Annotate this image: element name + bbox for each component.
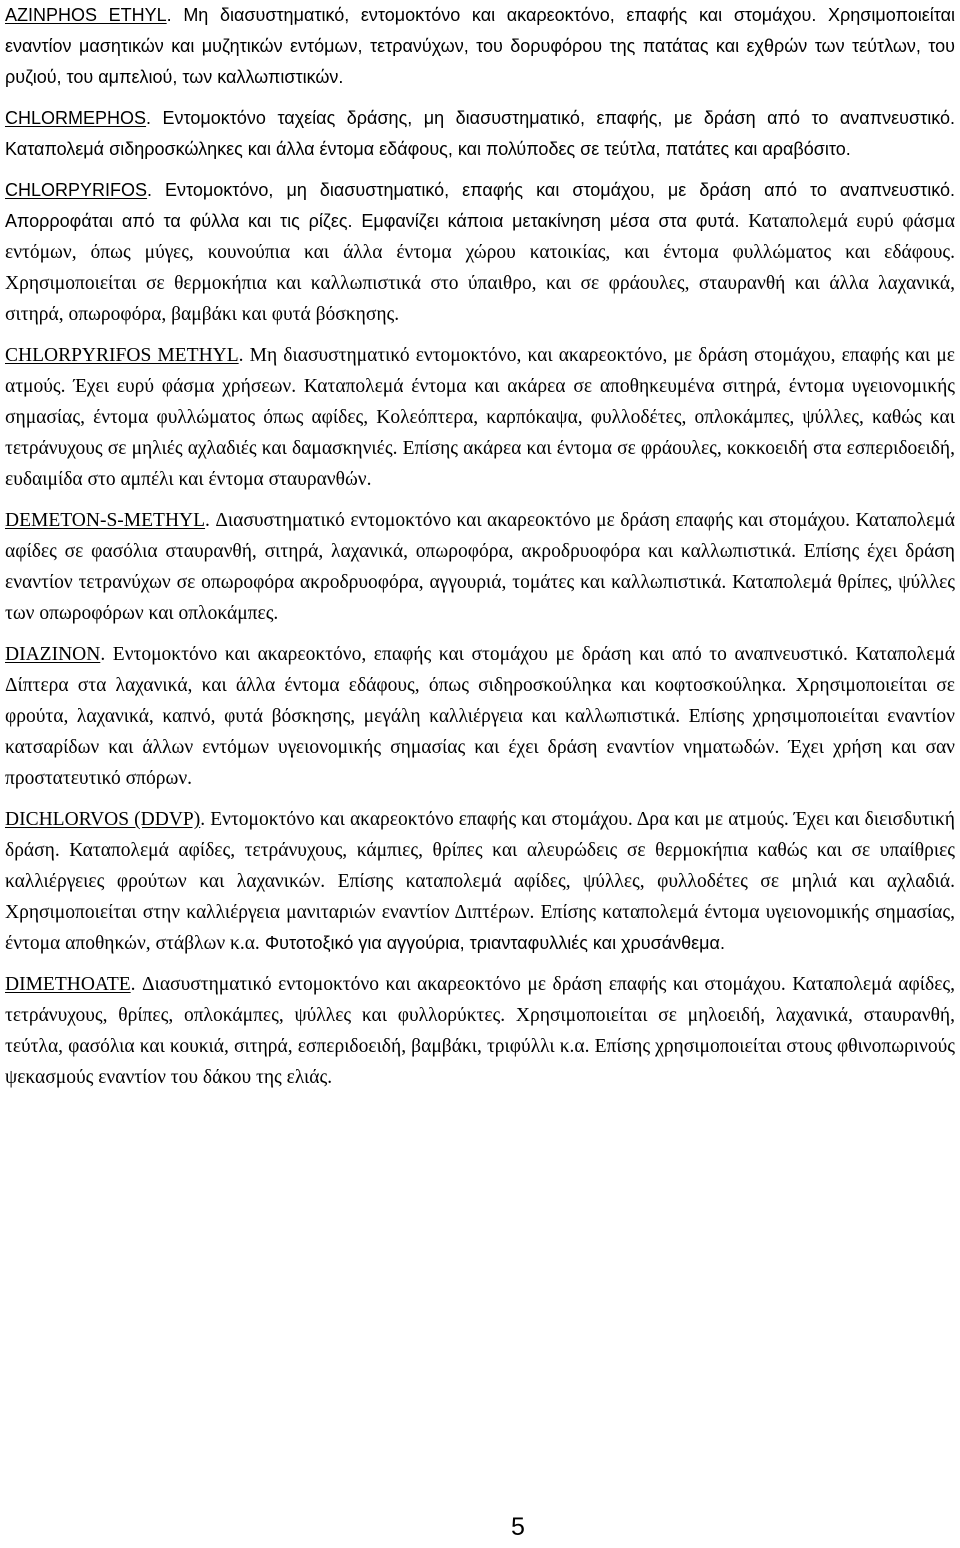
document-page xyxy=(5,0,955,1093)
entry-text: . Διασυστηματικό εντομοκτόνο και ακαρεοκτόνο με δράση επαφής και στομάχου. Καταπολεμά αφίδες σε φασόλια σταυρανθή, σιτηρά, λαχανικά, οπωροφόρα, ακροδρυοφόρα και καλλωπιστικά. Επίσης έχει δράση εναντίον τετρανύχων σε οπωροφόρα ακροδρυοφόρα, αγγουριά, τομάτες και καλλωπιστικά. Καταπολεμά θρίπες, ψύλλες των οπωροφόρων και οπλοκάμπες. xyxy=(5,510,955,624)
entry-chlorpyrifos-methyl xyxy=(5,340,955,495)
entry-name: DIMETHOATE xyxy=(5,974,131,995)
entry-dimethoate xyxy=(5,969,955,1093)
entry-name: CHLORPYRIFOS METHYL xyxy=(5,345,239,366)
entry-demeton-s-methyl xyxy=(5,505,955,629)
entry-name: DEMETON-S-METHYL xyxy=(5,510,206,531)
entry-name: DIAZINON xyxy=(5,644,101,665)
entry-text: . Μη διασυστηματικό εντομοκτόνο, και ακαρεοκτόνο, με δράση στομάχου, επαφής και με ατμούς. Έχει ευρύ φάσμα χρήσεων. Καταπολεμά έντομα και ακάρεα σε αποθηκευμένα σιτηρά, έντομα υγειονομικής σημασίας, έντομα φυλλώματος όπως αφίδες, Κολεόπτερα, καρπόκαψα, φυλλοδέτες, οπλοκάμπες, ψύλλες, καθώς και τετράνυχους σε μηλιές αχλαδιές και δαμασκηνιές. Επίσης ακάρεα και έντομα σε φράουλες, κοκκοειδή στα εσπεριδοειδή, ευδαιμίδα στο αμπέλι και έντομα σταυρανθών. xyxy=(5,345,955,490)
entry-name: DICHLORVOS (DDVP) xyxy=(5,809,201,830)
entry-text: . Εντομοκτόνο, μη διασυστηματικό, επαφής και στομάχου, με δράση από το αναπνευστικό. Απορροφάται από τα φύλλα και τις ρίζες. Εμφανίζει κάποια μετακίνηση μέσα στα φυτά. xyxy=(5,180,955,231)
entry-name: AZINPHOS ETHYL xyxy=(5,5,167,25)
page-number: 5 xyxy=(511,1513,525,1541)
entry-text: . Μη διασυστηματικό, εντομοκτόνο και ακαρεοκτόνο, επαφής και στομάχου. Χρησιμοποιείται εναντίον μασητικών και μυζητικών εντόμων, τετρανύχων, του δορυφόρου της πατάτας και εχθρών των τεύτλων, του ρυζιού, του αμπελιού, των καλλωπιστικών. xyxy=(5,5,955,87)
entry-text: . Εντομοκτόνο ταχείας δράσης, μη διασυστηματικό, επαφής, με δράση από το αναπνευστικό. Καταπολεμά σιδηροσκώληκες και άλλα έντομα εδάφους, και πολύποδες σε τεύτλα, πατάτες και αραβόσιτο. xyxy=(5,108,955,159)
entry-azinphos-ethyl xyxy=(5,0,955,93)
entry-text-continued: Φυτοτοξικό για αγγούρια, τριανταφυλλιές και χρυσάνθεμα. xyxy=(259,933,725,953)
entry-text: . Διασυστηματικό εντομοκτόνο και ακαρεοκτόνο με δράση επαφής και στομάχου. Καταπολεμά αφίδες, τετράνυχους, θρίπες, οπλοκάμπες, ψύλλες και φυλλορύκτες. Χρησιμοποιείται σε μηλοειδή, λαχανικά, σταυρανθή, τεύτλα, φασόλια και κουκιά, σιτηρά, εσπεριδοειδή, βαμβάκι, τριφύλλι κ.α. Επίσης χρησιμοποιείται στους φθινοπωρινούς ψεκασμούς εναντίον του δάκου της ελιάς. xyxy=(5,974,955,1088)
entry-chlorpyrifos xyxy=(5,175,955,330)
entry-diazinon xyxy=(5,639,955,794)
entry-name: CHLORMEPHOS xyxy=(5,108,147,128)
entry-chlormephos xyxy=(5,103,955,165)
entry-name: CHLORPYRIFOS xyxy=(5,180,148,200)
entry-text: . Εντομοκτόνο και ακαρεοκτόνο, επαφής και στομάχου με δράση και από το αναπνευστικό. Καταπολεμά Δίπτερα στα λαχανικά, και άλλα έντομα εδάφους, όπως σιδηροσκούληκα και κοφτοσκούληκα. Χρησιμοποιείται σε φρούτα, λαχανικά, καπνό, φυτά βόσκησης, μεγάλη καλλιέργεια και καλλωπιστικά. Επίσης χρησιμοποιείται εναντίον κατσαρίδων και άλλων εντόμων υγειονομικής σημασίας και έχει δράση εναντίον νηματωδών. Έχει χρήση και σαν προστατευτικό σπόρων. xyxy=(5,644,955,789)
entry-text: . Εντομοκτόνο και ακαρεοκτόνο επαφής και στομάχου. Δρα και με ατμούς. Έχει και διεισδυτική δράση. Καταπολεμά αφίδες, τετράνυχους, κάμπιες, θρίπες και αλευρώδεις σε θερμοκήπια καθώς και σε υπαίθριες καλλιέργειες φρούτων και λαχανικών. Επίσης καταπολεμά αφίδες, ψύλλες, φυλλοδέτες σε μηλιά και αχλαδιά. Χρησιμοποιείται στην καλλιέργεια μανιταριών εναντίον Διπτέρων. Επίσης καταπολεμά έντομα υγειονομικής σημασίας, έντομα αποθηκών, στάβλων κ.α. xyxy=(5,809,955,954)
entry-dichlorvos xyxy=(5,804,955,959)
entry-text-continued: Καταπολεμά ευρύ φάσμα εντόμων, όπως μύγες, κουνούπια και άλλα έντομα χώρου κατοικίας, και έντομα φυλλώματος και εδάφους. Χρησιμοποιείται σε θερμοκήπια και καλλωπιστικά στο ύπαιθρο, και σε φράουλες, σταυρανθή και άλλα λαχανικά, σιτηρά, οπωροφόρα, βαμβάκι και φυτά βόσκησης. xyxy=(5,211,956,325)
